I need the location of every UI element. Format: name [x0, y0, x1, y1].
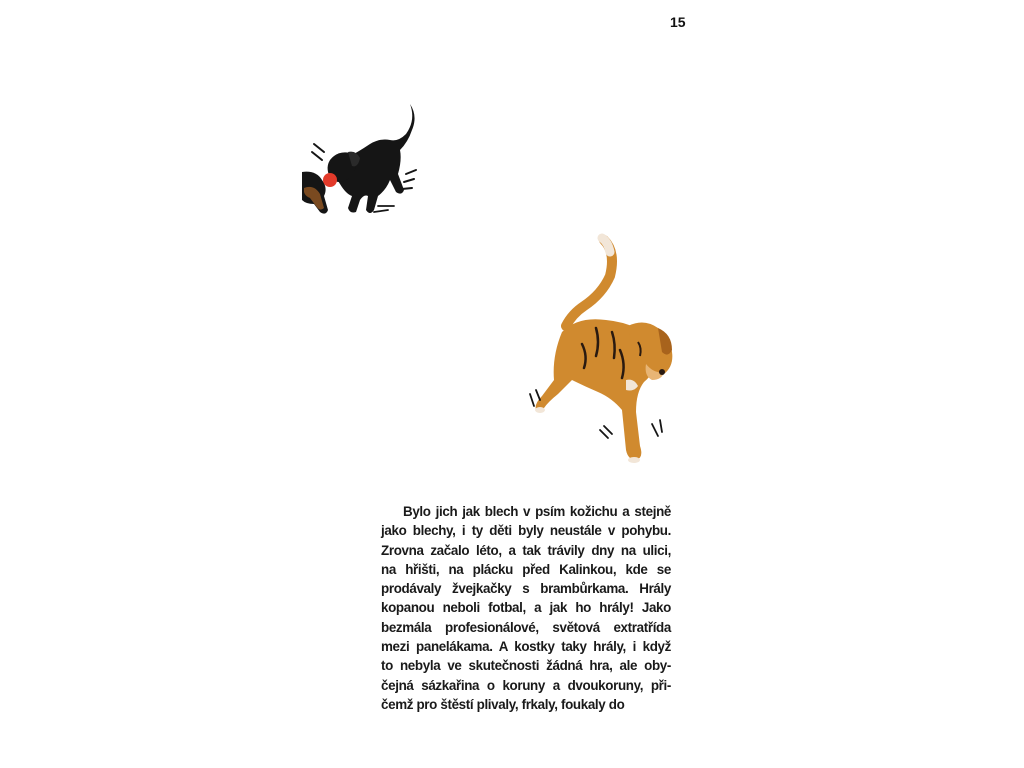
text-line: to nebyla ve skutečnosti žádná hra, ale oby-	[381, 658, 671, 674]
page-number: 15	[670, 14, 686, 30]
text-line: Zrovna začalo léto, a tak trávily dny na ulici,	[381, 542, 671, 558]
orange-dog-illustration	[522, 232, 682, 472]
text-line: mezi panelákama. A kostky taky hrály, i když	[381, 639, 671, 655]
text-line: jako blechy, i ty děti byly neustále v pohybu.	[381, 523, 671, 539]
text-line: bezmála profesionálové, světová extratřída	[381, 619, 671, 635]
black-dog-illustration	[302, 100, 422, 225]
text-line: na hřišti, na plácku před Kalinkou, kde se	[381, 561, 671, 577]
text-line: kopanou neboli fotbal, a jak ho hrály! Jako	[381, 600, 671, 616]
text-line: čemž pro štěstí plivaly, frkaly, foukaly do	[381, 696, 625, 712]
body-paragraph	[381, 502, 671, 714]
text-line: Bylo jich jak blech v psím kožichu a stejně	[403, 504, 671, 519]
text-line: čejná sázkařina o koruny a dvoukoruny, při-	[381, 677, 671, 693]
text-line: prodávaly žvejkačky s brambůrkama. Hrály	[381, 581, 671, 597]
